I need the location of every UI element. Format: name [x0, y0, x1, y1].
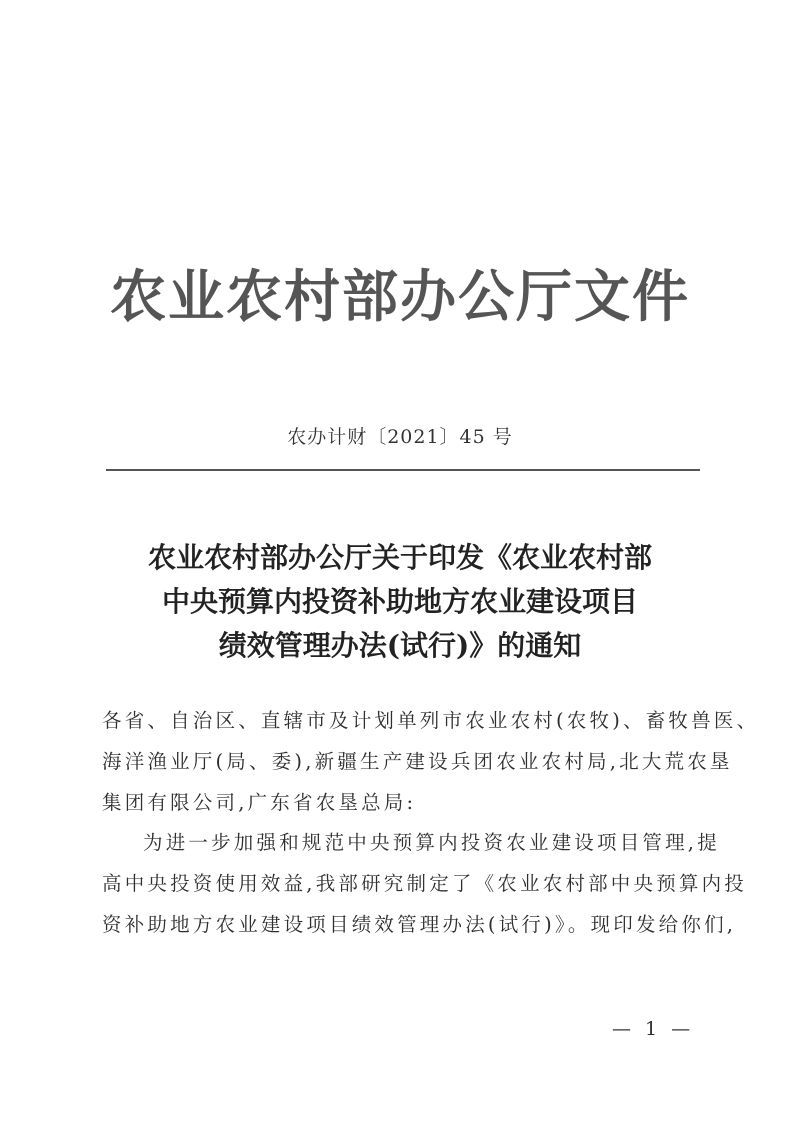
- notice-title-line: 中央预算内投资补助地方农业建设项目: [161, 585, 638, 618]
- document-number: 农办计财〔2021〕45 号: [287, 426, 513, 448]
- issuing-authority-header: 农业农村部办公厅文件: [110, 264, 690, 330]
- paragraph-line: 为进一步加强和规范中央预算内投资农业建设项目管理,提: [143, 831, 720, 854]
- addressee-line: 各省、自治区、直辖市及计划单列市农业农村(农牧)、畜牧兽医、: [102, 709, 760, 732]
- page-number: — 1 —: [612, 1018, 695, 1040]
- paragraph-line: 资补助地方农业建设项目绩效管理办法(试行)》。现印发给你们,: [102, 913, 737, 936]
- addressee-line: 海洋渔业厅(局、委),新疆生产建设兵团农业农村局,北大荒农垦: [102, 750, 733, 773]
- addressee-block: [102, 700, 760, 823]
- addressee-line: 集团有限公司,广东省农垦总局:: [102, 791, 417, 814]
- header-separator-line: [106, 469, 700, 471]
- notice-title: [0, 536, 800, 668]
- paragraph-line: 高中央投资使用效益,我部研究制定了《农业农村部中央预算内投: [102, 872, 747, 895]
- notice-title-line: 农业农村部办公厅关于印发《农业农村部: [147, 541, 652, 574]
- body-paragraph: [102, 822, 747, 945]
- notice-title-line: 绩效管理办法(试行)》的通知: [218, 629, 582, 662]
